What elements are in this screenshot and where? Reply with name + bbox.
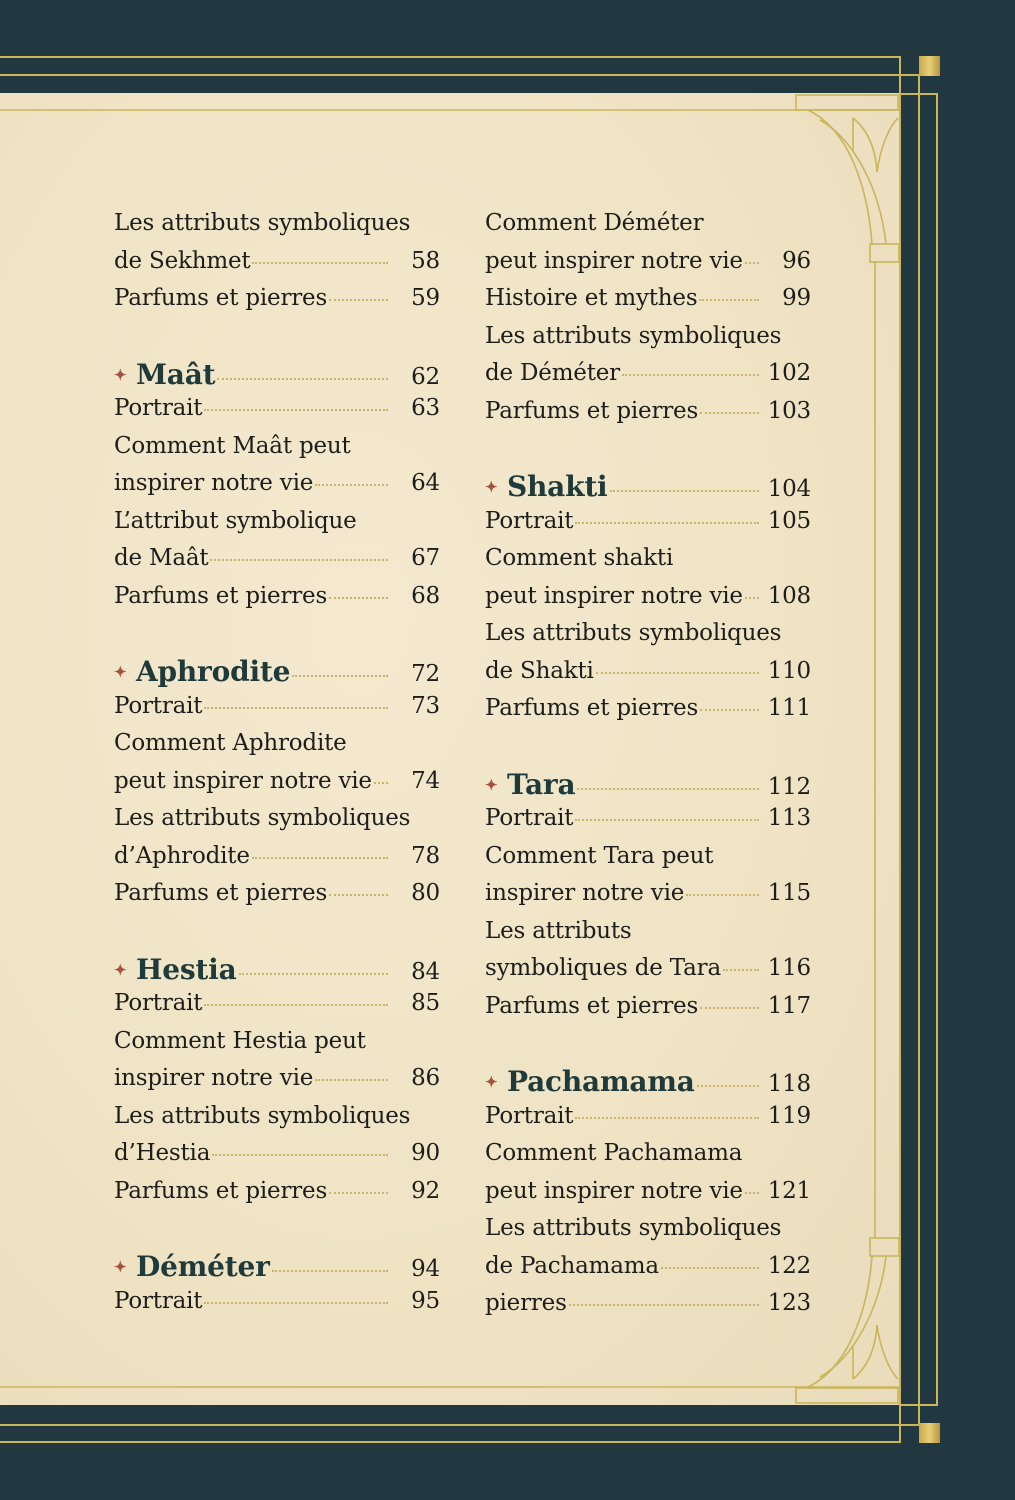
section-title: Déméter — [136, 1250, 270, 1283]
dot-leader — [661, 1267, 759, 1269]
section-gap — [114, 323, 440, 358]
entry-title: Comment Tara peut — [485, 842, 714, 869]
toc-entry[interactable] — [114, 583, 440, 621]
toc-entry — [485, 210, 811, 248]
toc-entry[interactable] — [485, 360, 811, 398]
entry-title: Les attributs symboliques — [485, 1215, 782, 1241]
entry-title: Comment Déméter — [485, 210, 704, 236]
dot-leader — [700, 709, 759, 711]
toc-entry — [485, 323, 811, 361]
page-number: 62 — [411, 363, 440, 390]
toc-entry[interactable] — [114, 843, 440, 881]
entry-title: peut inspirer notre vie — [485, 582, 743, 609]
toc-entry[interactable] — [114, 1288, 440, 1326]
dot-leader — [329, 894, 388, 896]
page-number: 67 — [411, 545, 440, 571]
entry-title: Portrait — [114, 1287, 203, 1314]
page-number: 63 — [411, 395, 440, 421]
pillar-cap-bottom — [870, 1238, 899, 1256]
page-number: 113 — [767, 805, 811, 831]
page-number: 92 — [411, 1177, 440, 1204]
toc-entry[interactable] — [485, 285, 811, 323]
four-point-star-icon: ✦ — [114, 1258, 127, 1276]
entry-title: Comment shakti — [485, 545, 674, 571]
entry-title: Parfums et pierres — [485, 695, 699, 721]
pillar-cap-top — [870, 244, 899, 262]
toc-entry[interactable] — [485, 583, 811, 621]
entry-title: Les attributs symboliques — [114, 805, 411, 831]
page-number: 99 — [782, 285, 811, 311]
toc-entry[interactable] — [114, 880, 440, 918]
toc-entry[interactable] — [114, 1178, 440, 1216]
entry-title: Portrait — [114, 692, 203, 719]
toc-entry — [114, 1103, 440, 1141]
entry-title: L’attribut symbolique — [114, 507, 357, 534]
page-number: 85 — [411, 990, 440, 1016]
dot-leader — [745, 262, 759, 264]
section-gap — [485, 435, 811, 470]
toc-entry — [114, 433, 440, 471]
dot-leader — [610, 490, 760, 492]
section-gap — [114, 918, 440, 953]
page-number: 90 — [411, 1140, 440, 1166]
page-number: 118 — [767, 1071, 811, 1097]
entry-title: Parfums et pierres — [485, 397, 699, 424]
toc-section-heading[interactable] — [114, 655, 440, 693]
entry-title: peut inspirer notre vie — [485, 1177, 743, 1204]
dot-leader — [210, 559, 388, 561]
section-gap — [485, 733, 811, 768]
toc-entry[interactable] — [114, 545, 440, 583]
corner-bar-top — [796, 95, 898, 110]
dot-leader — [686, 894, 759, 896]
page-number: 115 — [767, 880, 811, 906]
entry-title: Les attributs symboliques — [114, 210, 411, 236]
toc-entry — [485, 620, 811, 658]
dot-leader — [700, 412, 759, 414]
arch-bottom-outer — [808, 1256, 872, 1387]
dot-leader — [292, 675, 388, 677]
page-number: 104 — [767, 476, 811, 502]
page-number: 110 — [767, 657, 811, 684]
entry-title: de Maât — [114, 545, 209, 571]
dot-leader — [697, 1085, 759, 1087]
page-number: 94 — [411, 1256, 440, 1282]
dot-leader — [252, 857, 388, 859]
entry-title: symboliques de Tara — [485, 955, 721, 981]
toc-column-left — [114, 210, 440, 1325]
entry-title: Portrait — [485, 507, 574, 534]
toc-entry[interactable] — [485, 695, 811, 733]
dot-leader — [329, 1192, 388, 1194]
toc-entry[interactable] — [114, 1065, 440, 1103]
entry-title: Parfums et pierres — [114, 880, 328, 906]
toc-entry[interactable] — [485, 993, 811, 1031]
section-title: Aphrodite — [136, 655, 291, 688]
toc-entry[interactable] — [485, 955, 811, 993]
page-number: 72 — [411, 661, 440, 687]
entry-title: Portrait — [114, 990, 203, 1016]
toc-entry[interactable] — [485, 880, 811, 918]
leaf-bottom — [853, 1325, 898, 1379]
entry-title: Portrait — [114, 395, 203, 421]
entry-title: inspirer notre vie — [114, 1065, 314, 1091]
dot-leader — [204, 707, 388, 709]
toc-entry — [114, 508, 440, 546]
page-number: 103 — [767, 397, 811, 424]
entry-title: de Pachamama — [485, 1252, 659, 1279]
toc-section-heading[interactable] — [114, 358, 440, 396]
toc-entry — [114, 1028, 440, 1066]
toc-entry[interactable] — [485, 1103, 811, 1141]
toc-entry — [485, 1215, 811, 1253]
section-gap — [114, 1215, 440, 1250]
dot-leader — [569, 1304, 759, 1306]
dot-leader — [745, 1192, 759, 1194]
section-title: Hestia — [136, 952, 237, 986]
toc-entry — [114, 730, 440, 768]
page-number: 108 — [767, 582, 811, 609]
toc-entry[interactable] — [114, 470, 440, 508]
entry-title: d’Aphrodite — [114, 842, 250, 869]
page-number: 122 — [767, 1252, 811, 1279]
entry-title: Parfums et pierres — [114, 582, 328, 609]
section-title: Pachamama — [507, 1065, 695, 1098]
entry-title: de Shakti — [485, 657, 594, 684]
toc-entry[interactable] — [114, 248, 440, 286]
entry-title: Comment Maât peut — [114, 432, 351, 459]
toc-entry[interactable] — [485, 1178, 811, 1216]
toc-section-heading[interactable] — [114, 953, 440, 991]
dot-leader — [575, 1117, 759, 1119]
section-gap — [114, 620, 440, 655]
entry-title: inspirer notre vie — [114, 470, 314, 496]
toc-entry[interactable] — [485, 508, 811, 546]
toc-entry[interactable] — [114, 990, 440, 1028]
dot-leader — [252, 262, 388, 264]
page-number: 96 — [782, 247, 811, 274]
page-number: 68 — [411, 582, 440, 609]
four-point-star-icon: ✦ — [114, 960, 127, 979]
toc-section-heading[interactable] — [485, 768, 811, 806]
page-number: 58 — [411, 247, 440, 274]
dot-leader — [575, 522, 759, 524]
entry-title: Comment Pachamama — [485, 1140, 743, 1166]
four-point-star-icon: ✦ — [485, 1073, 498, 1091]
toc-entry — [485, 1140, 811, 1178]
dot-leader — [745, 597, 759, 599]
arch-top-outer — [808, 110, 872, 244]
toc-entry — [485, 545, 811, 583]
entry-title: pierres — [485, 1290, 567, 1316]
page-number: 117 — [767, 992, 811, 1019]
dot-leader — [217, 378, 388, 380]
page-number: 116 — [767, 955, 811, 981]
dot-leader — [272, 1270, 388, 1272]
four-point-star-icon: ✦ — [114, 365, 127, 384]
dot-leader — [329, 299, 388, 301]
entry-title: Les attributs symboliques — [485, 620, 782, 646]
leaf-top — [853, 118, 898, 172]
entry-title: de Sekhmet — [114, 247, 251, 274]
dot-leader — [204, 1004, 388, 1006]
dot-leader — [699, 299, 759, 301]
toc-entry — [114, 210, 440, 248]
four-point-star-icon: ✦ — [485, 478, 498, 496]
corner-bar-bottom — [796, 1388, 898, 1403]
page-number: 78 — [411, 842, 440, 869]
page-number: 121 — [767, 1177, 811, 1204]
entry-title: Parfums et pierres — [485, 992, 699, 1019]
toc-entry[interactable] — [485, 658, 811, 696]
section-gap — [485, 1030, 811, 1065]
section-title: Tara — [507, 767, 576, 801]
dot-leader — [212, 1154, 388, 1156]
page-number: 84 — [411, 958, 440, 985]
dot-leader — [723, 969, 759, 971]
four-point-star-icon: ✦ — [114, 663, 127, 681]
dot-leader — [374, 782, 388, 784]
page-number: 86 — [411, 1065, 440, 1091]
toc-entry[interactable] — [114, 285, 440, 323]
entry-title: Les attributs — [485, 917, 632, 944]
toc-entry — [485, 918, 811, 956]
entry-title: Comment Hestia peut — [114, 1027, 366, 1054]
toc-section-heading[interactable] — [485, 470, 811, 508]
page-number: 80 — [411, 880, 440, 906]
dot-leader — [204, 409, 388, 411]
section-title: Maât — [136, 357, 216, 391]
entry-title: Parfums et pierres — [114, 1177, 328, 1204]
entry-title: d’Hestia — [114, 1140, 211, 1166]
toc-section-heading[interactable] — [114, 1250, 440, 1288]
dot-leader — [329, 597, 388, 599]
dot-leader — [315, 1079, 388, 1081]
page-number: 102 — [767, 360, 811, 386]
toc-column-right — [485, 210, 811, 1328]
page-number: 105 — [767, 507, 811, 534]
page-number: 119 — [767, 1102, 811, 1129]
entry-title: Portrait — [485, 1102, 574, 1129]
entry-title: de Déméter — [485, 360, 620, 386]
toc-entry[interactable] — [114, 768, 440, 806]
page-number: 59 — [411, 285, 440, 311]
toc-entry[interactable] — [485, 1290, 811, 1328]
page-number: 111 — [767, 695, 811, 721]
entry-title: peut inspirer notre vie — [485, 247, 743, 274]
page-number: 95 — [411, 1287, 440, 1314]
toc-entry — [114, 805, 440, 843]
dot-leader — [596, 672, 759, 674]
entry-title: Les attributs symboliques — [485, 322, 782, 349]
page-number: 112 — [767, 773, 811, 800]
dot-leader — [315, 484, 388, 486]
toc-entry[interactable] — [114, 693, 440, 731]
toc-entry[interactable] — [485, 398, 811, 436]
entry-title: Histoire et mythes — [485, 285, 698, 311]
section-title: Shakti — [507, 470, 608, 503]
dot-leader — [700, 1007, 759, 1009]
page-number: 74 — [411, 767, 440, 794]
entry-title: peut inspirer notre vie — [114, 767, 372, 794]
entry-title: Portrait — [485, 805, 574, 831]
dot-leader — [622, 374, 759, 376]
toc-entry[interactable] — [114, 1140, 440, 1178]
four-point-star-icon: ✦ — [485, 775, 498, 794]
entry-title: Les attributs symboliques — [114, 1102, 411, 1129]
dot-leader — [575, 819, 759, 821]
entry-title: Parfums et pierres — [114, 285, 328, 311]
toc-entry — [485, 843, 811, 881]
entry-title: Comment Aphrodite — [114, 730, 347, 756]
entry-title: inspirer notre vie — [485, 880, 685, 906]
page-number: 73 — [411, 692, 440, 719]
toc-section-heading[interactable] — [485, 1065, 811, 1103]
toc-entry[interactable] — [485, 1253, 811, 1291]
page-number: 123 — [767, 1290, 811, 1316]
toc-entry[interactable] — [114, 395, 440, 433]
dot-leader — [204, 1302, 388, 1304]
toc-entry[interactable] — [485, 248, 811, 286]
page-number: 64 — [411, 470, 440, 496]
dot-leader — [577, 788, 759, 790]
dot-leader — [239, 973, 388, 975]
toc-entry[interactable] — [485, 805, 811, 843]
